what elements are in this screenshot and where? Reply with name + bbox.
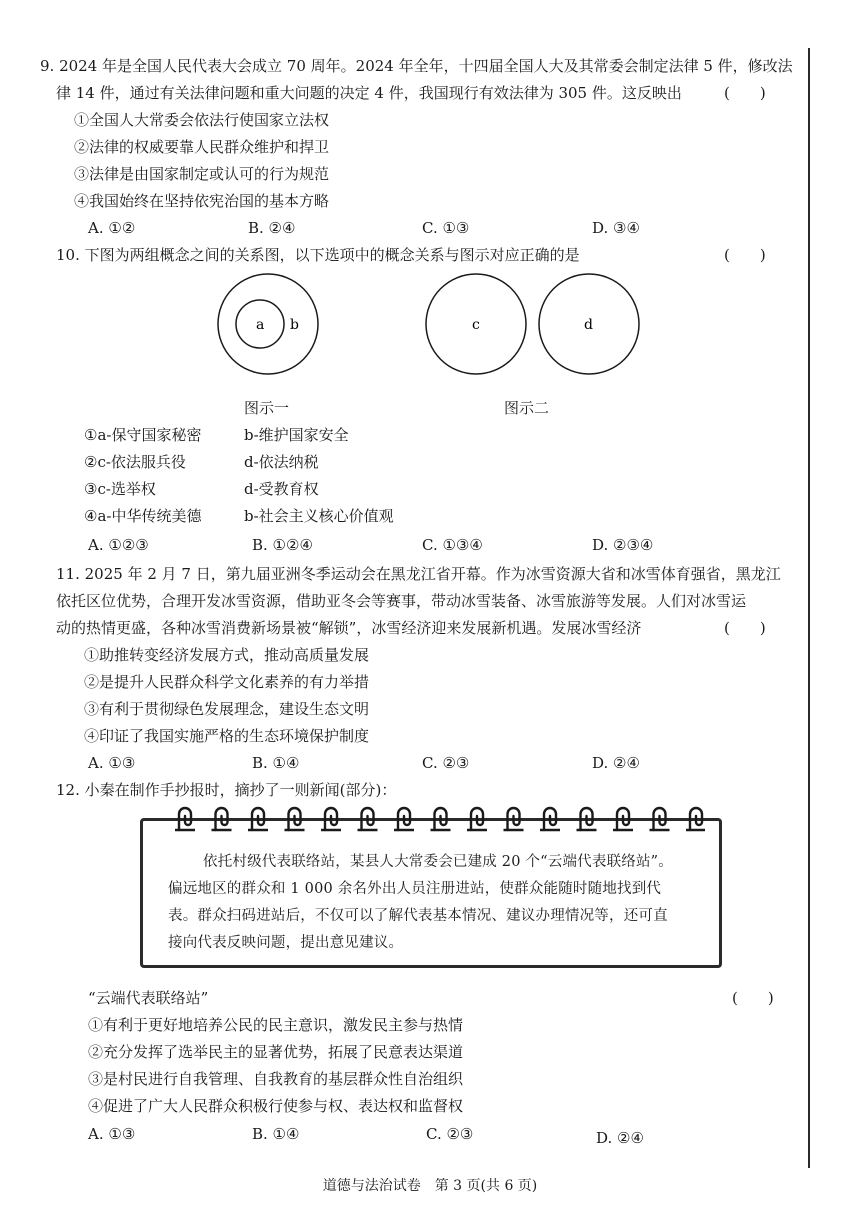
q9-stem-line2: 律 14 件，通过有关法律问题和重大问题的决定 4 件，我国现行有效法律为 305 件。这反映出 bbox=[56, 84, 682, 102]
circle-b bbox=[218, 274, 318, 374]
q12-option-c: C. ②③ bbox=[426, 1125, 474, 1143]
q12-item-3: ③是村民进行自我管理、自我教育的基层群众性自治组织 bbox=[88, 1070, 464, 1088]
q11-option-b: B. ①④ bbox=[252, 754, 300, 772]
q12-item-1: ①有利于更好地培养公民的民主意识，激发民主参与热情 bbox=[88, 1016, 464, 1034]
diagram-caption-1: 图示一 bbox=[244, 399, 290, 417]
q11-option-d: D. ②④ bbox=[592, 754, 640, 772]
spiral-ring bbox=[289, 808, 301, 830]
spiral-ring bbox=[471, 808, 483, 830]
page-footer: 道德与法治试卷 第 3 页(共 6 页) bbox=[322, 1178, 538, 1194]
q12-option-b: B. ①④ bbox=[252, 1125, 300, 1143]
q10-option-c: C. ①③④ bbox=[422, 536, 483, 554]
spiral-ring bbox=[179, 808, 191, 830]
q10-pair-3-left: ③c-选举权 bbox=[84, 480, 156, 498]
spiral-ring bbox=[435, 808, 447, 830]
q11-stem-line2: 依托区位优势，合理开发冰雪资源，借助亚冬会等赛事，带动冰雪装备、冰雪旅游等发展。人们对冰雪运 bbox=[56, 592, 747, 610]
q9-option-b: B. ②④ bbox=[248, 219, 296, 237]
q9-option-d: D. ③④ bbox=[592, 219, 640, 237]
q10-pair-2-right: d-依法纳税 bbox=[244, 453, 319, 471]
news-line-4: 接向代表反映问题，提出意见建议。 bbox=[168, 935, 404, 951]
q9-item-3: ③法律是由国家制定或认可的行为规范 bbox=[74, 165, 330, 183]
q10-pair-4-right: b-社会主义核心价值观 bbox=[244, 507, 394, 525]
news-line-2: 偏远地区的群众和 1 000 余名外出人员注册进站，使群众能随时随地找到代 bbox=[168, 881, 662, 897]
q10-pair-3-right: d-受教育权 bbox=[244, 480, 319, 498]
spiral-ring bbox=[654, 808, 666, 830]
q12-answer-paren: ( ) bbox=[732, 989, 774, 1007]
q10-answer-paren: ( ) bbox=[724, 246, 766, 264]
q11-item-4: ④印证了我国实施严格的生态环境保护制度 bbox=[84, 727, 370, 745]
spiral-ring bbox=[690, 808, 702, 830]
q9-item-4: ④我国始终在坚持依宪治国的基本方略 bbox=[74, 192, 330, 210]
q10-pair-1-right: b-维护国家安全 bbox=[244, 426, 349, 444]
q10-option-d: D. ②③④ bbox=[592, 536, 654, 554]
q12-item-2: ②充分发挥了选举民主的显著优势，拓展了民意表达渠道 bbox=[88, 1043, 464, 1061]
diagram-figure-2 bbox=[426, 274, 639, 374]
news-line-3: 表。群众扫码进站后，不仅可以了解代表基本情况、建议办理情况等，还可直 bbox=[168, 908, 668, 924]
diagram-figure-1 bbox=[218, 274, 318, 374]
q11-item-1: ①助推转变经济发展方式，推动高质量发展 bbox=[84, 646, 370, 664]
concept-diagram bbox=[200, 262, 660, 392]
notebook-spiral-binding bbox=[165, 804, 705, 840]
q9-stem-line1: 9. 2024 年是全国人民代表大会成立 70 周年。2024 年全年，十四届全国人大及其常委会制定法律 5 件，修改法 bbox=[40, 57, 793, 75]
q9-option-c: C. ①③ bbox=[422, 219, 470, 237]
q10-pair-4-left: ④a-中华传统美德 bbox=[84, 507, 202, 525]
q12-item-4: ④促进了广大人民群众积极行使参与权、表达权和监督权 bbox=[88, 1097, 464, 1115]
label-b: b bbox=[290, 317, 299, 333]
q11-item-3: ③有利于贯彻绿色发展理念，建设生态文明 bbox=[84, 700, 370, 718]
q9-option-a: A. ①② bbox=[88, 219, 136, 237]
margin-line bbox=[808, 48, 810, 1168]
spiral-ring bbox=[398, 808, 410, 830]
q9-item-1: ①全国人大常委会依法行使国家立法权 bbox=[74, 111, 330, 129]
q11-option-c: C. ②③ bbox=[422, 754, 470, 772]
q12-option-d: D. ②④ bbox=[596, 1129, 644, 1147]
spiral-ring bbox=[216, 808, 228, 830]
spiral-ring bbox=[362, 808, 374, 830]
q10-stem-line1: 10. 下图为两组概念之间的关系图，以下选项中的概念关系与图示对应正确的是 bbox=[56, 246, 580, 264]
q12-option-a: A. ①③ bbox=[88, 1125, 136, 1143]
label-d: d bbox=[584, 317, 593, 333]
q12-stem-line1: 12. 小秦在制作手抄报时，摘抄了一则新闻(部分)： bbox=[56, 781, 397, 799]
q9-answer-paren: ( ) bbox=[724, 84, 766, 102]
spiral-ring bbox=[544, 808, 556, 830]
spiral-ring bbox=[581, 808, 593, 830]
label-a: a bbox=[256, 317, 265, 333]
spiral-ring bbox=[617, 808, 629, 830]
q9-item-2: ②法律的权威要靠人民群众维护和捍卫 bbox=[74, 138, 330, 156]
spiral-ring bbox=[325, 808, 337, 830]
news-line-1: 依托村级代表联络站，某县人大常委会已建成 20 个“云端代表联络站”。 bbox=[203, 854, 673, 870]
spiral-ring bbox=[252, 808, 264, 830]
q11-stem-line1: 11. 2025 年 2 月 7 日，第九届亚洲冬季运动会在黑龙江省开幕。作为冰雪资源大省和冰雪体育强省，黑龙江 bbox=[56, 565, 781, 583]
q11-stem-line3: 动的热情更盛，各种冰雪消费新场景被“解锁”，冰雪经济迎来发展新机遇。发展冰雪经济 bbox=[56, 619, 642, 637]
q10-option-b: B. ①②④ bbox=[252, 536, 313, 554]
q11-option-a: A. ①③ bbox=[88, 754, 136, 772]
label-c: c bbox=[472, 317, 480, 333]
q10-pair-1-left: ①a-保守国家秘密 bbox=[84, 426, 202, 444]
q10-option-a: A. ①②③ bbox=[88, 536, 149, 554]
q10-pair-2-left: ②c-依法服兵役 bbox=[84, 453, 186, 471]
q11-item-2: ②是提升人民群众科学文化素养的有力举措 bbox=[84, 673, 370, 691]
q11-answer-paren: ( ) bbox=[724, 619, 766, 637]
q12-stem-line2: “云端代表联络站” bbox=[88, 989, 209, 1007]
spiral-ring bbox=[508, 808, 520, 830]
diagram-caption-2: 图示二 bbox=[504, 399, 550, 417]
